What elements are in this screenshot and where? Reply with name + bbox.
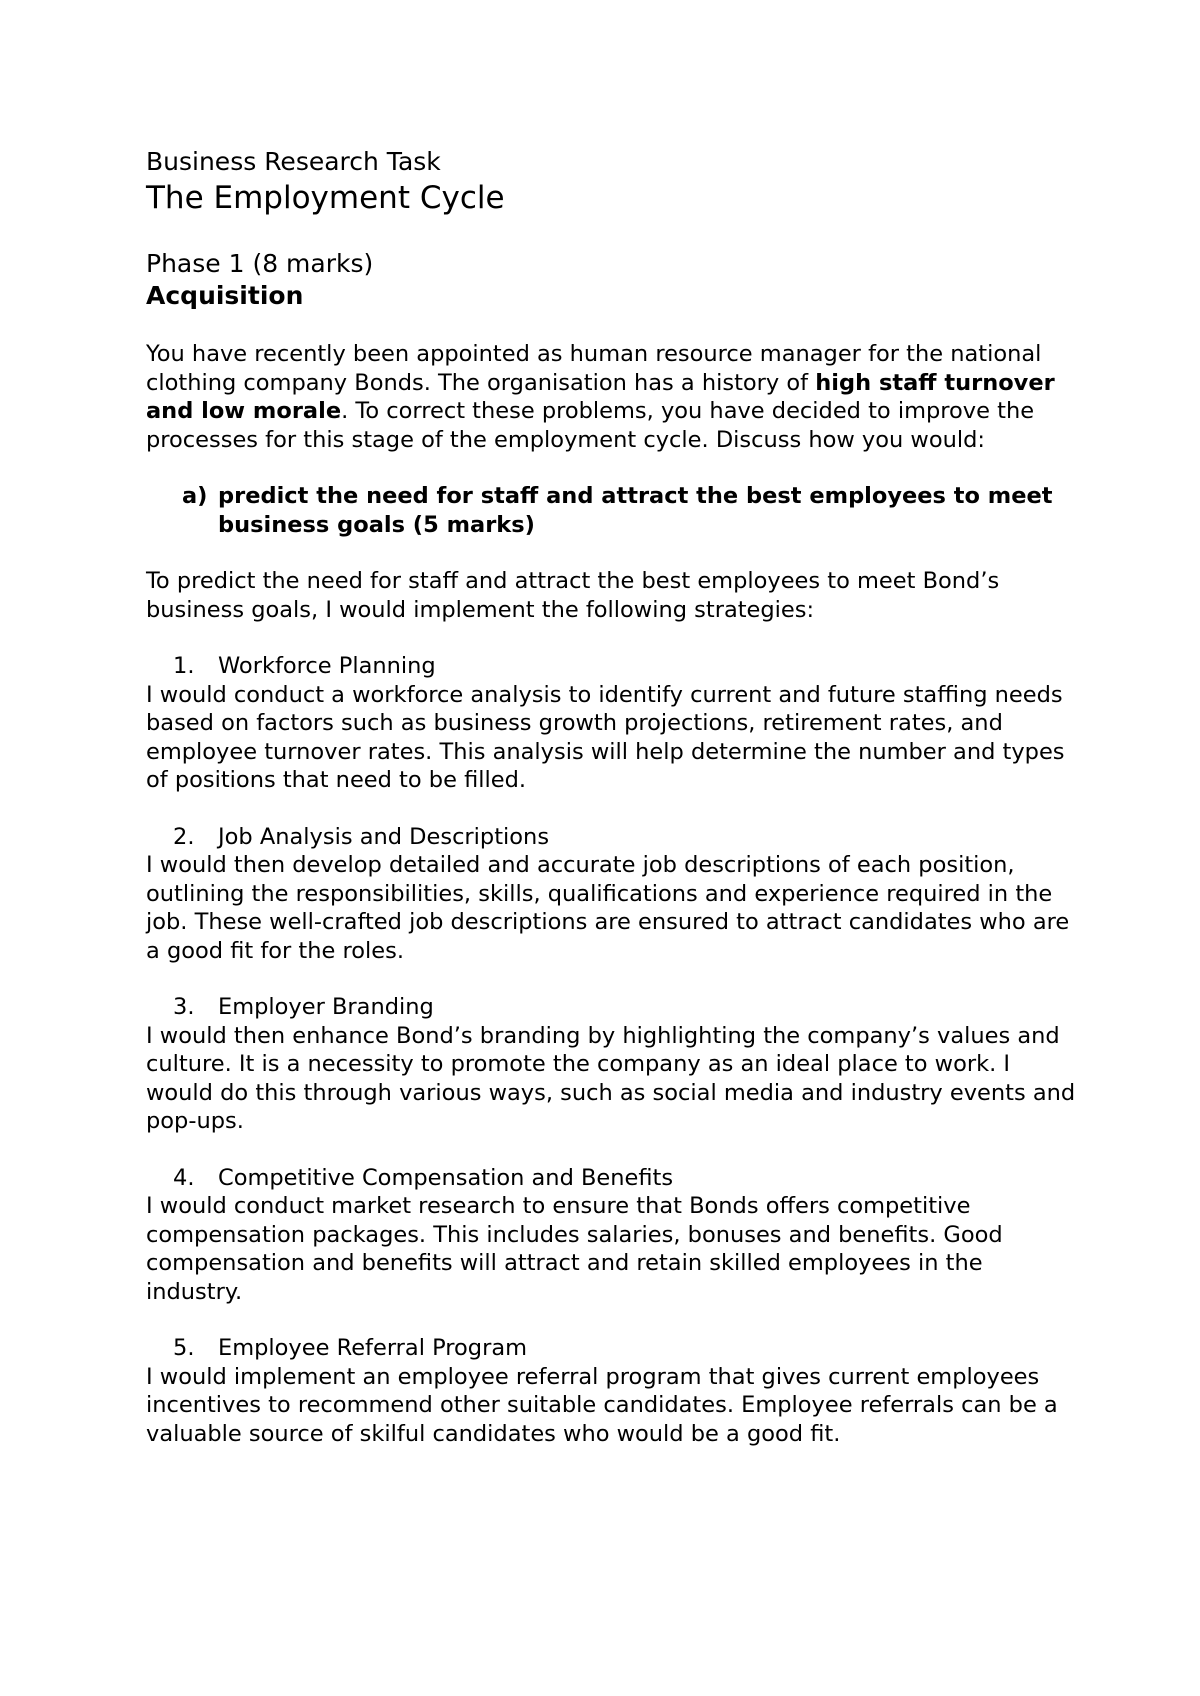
strategy-body: I would implement an employee referral program that gives current employees incentives to recommend other suitable candidates. Employee referrals can be a valuable source of skilful candidates who would be a good fit. bbox=[146, 1363, 1058, 1447]
strategy-item bbox=[146, 1164, 1076, 1307]
strategy-heading bbox=[173, 652, 1076, 681]
document-page bbox=[146, 146, 1076, 1476]
course-title: Business Research Task bbox=[146, 147, 441, 176]
answer-intro: To predict the need for staff and attract the best employees to meet Bond’s business goals, I would implement the following strategies: bbox=[146, 568, 1000, 623]
strategy-number: 5. bbox=[173, 1335, 195, 1361]
strategy-number: 4. bbox=[173, 1164, 195, 1191]
question-marker: a) bbox=[182, 483, 208, 509]
strategy-title: Workforce Planning bbox=[218, 653, 436, 679]
intro-bold-text: high staff turnover and low morale bbox=[146, 369, 1055, 424]
question-text: predict the need for staff and attract the best employees to meet business goals (5 marks) bbox=[218, 483, 1053, 538]
strategy-title: Employer Branding bbox=[218, 994, 434, 1020]
strategy-number: 2. bbox=[173, 823, 195, 850]
phase-label: Phase 1 (8 marks) bbox=[146, 249, 374, 278]
strategy-item bbox=[146, 993, 1076, 1136]
strategy-title: Job Analysis and Descriptions bbox=[218, 823, 550, 850]
strategy-body: I would conduct market research to ensure that Bonds offers competitive compensation packages. This includes salaries, bonuses and benefits. Good compensation and benefits will attract and retain skilled employees in the industry. bbox=[146, 1193, 1003, 1305]
question-a bbox=[182, 482, 1076, 539]
strategy-number: 1. bbox=[173, 653, 195, 679]
strategy-heading bbox=[173, 823, 1076, 852]
strategy-number: 3. bbox=[173, 994, 195, 1020]
strategy-heading bbox=[173, 993, 1076, 1022]
strategy-heading bbox=[173, 1164, 1076, 1193]
strategy-item bbox=[146, 1334, 1076, 1448]
strategy-body: I would then develop detailed and accurate job descriptions of each position, outlining the responsibilities, skills, qualifications and experience required in the job. These well-crafted job descriptions are ensured to attract candidates who are a good fit for the roles. bbox=[146, 852, 1070, 964]
topic-title: The Employment Cycle bbox=[146, 180, 505, 216]
phase-name: Acquisition bbox=[146, 281, 304, 310]
strategy-title: Employee Referral Program bbox=[218, 1335, 528, 1361]
strategy-title: Competitive Compensation and Benefits bbox=[218, 1164, 674, 1191]
strategy-body: I would conduct a workforce analysis to identify current and future staffing needs based on factors such as business growth projections, retirement rates, and employee turnover rates. This analysis will help determine the number and types of positions that need to be filled. bbox=[146, 681, 1065, 793]
intro-text-start: You have recently been appointed as human resource manager for the national clothing company Bonds. The organisation has a history of bbox=[146, 341, 1042, 396]
strategy-body: I would then enhance Bond’s branding by highlighting the company’s values and culture. It is a necessity to promote the company as an ideal place to work. I would do this through various ways, such as social media and industry events and pop-ups. bbox=[146, 1022, 1076, 1134]
strategy-item bbox=[146, 823, 1076, 966]
strategy-heading bbox=[173, 1334, 1076, 1363]
intro-text-end: . To correct these problems, you have decided to improve the processes for this stage of the employment cycle. Discuss how you would: bbox=[146, 398, 1035, 453]
strategy-item bbox=[146, 652, 1076, 795]
intro-paragraph bbox=[146, 340, 1076, 454]
